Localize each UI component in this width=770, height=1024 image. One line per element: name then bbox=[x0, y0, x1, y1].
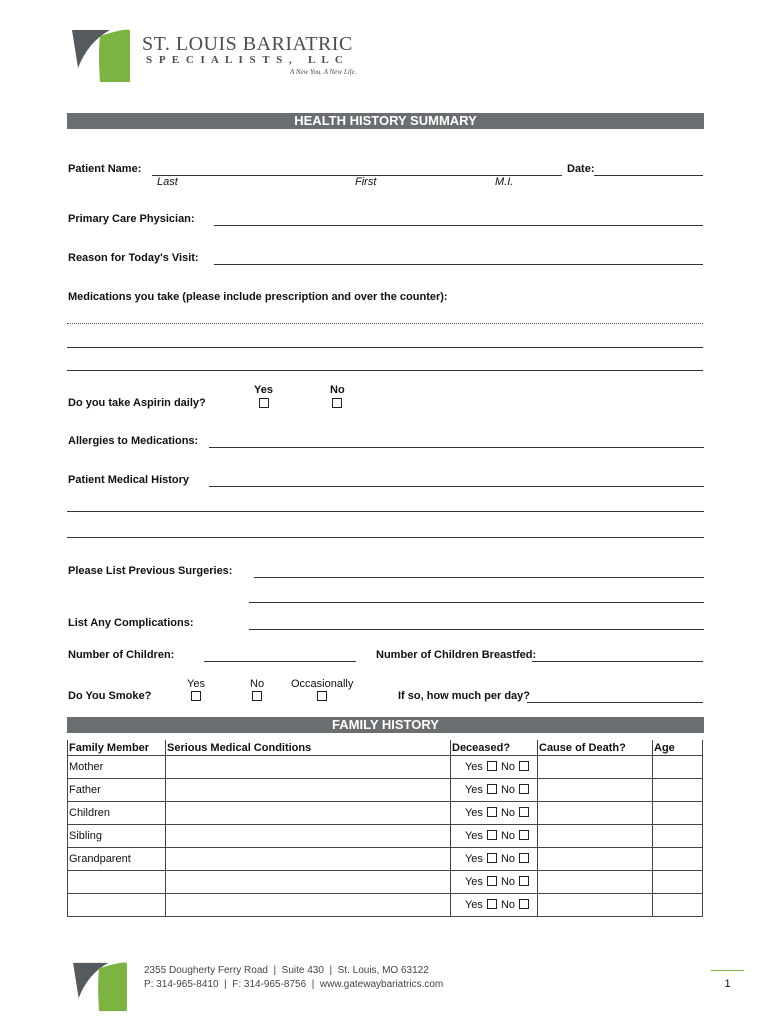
family-history-bar: FAMILY HISTORY bbox=[67, 717, 704, 733]
medical-conditions-cell[interactable] bbox=[166, 871, 451, 894]
medical-history-line-3[interactable] bbox=[67, 537, 704, 538]
footer-logo bbox=[70, 961, 130, 1013]
aspirin-question: Do you take Aspirin daily? bbox=[68, 397, 206, 409]
allergies-field[interactable] bbox=[209, 447, 704, 448]
medical-history-line-1[interactable] bbox=[209, 486, 704, 487]
family-member-cell: Grandparent bbox=[68, 848, 166, 871]
medical-conditions-cell[interactable] bbox=[166, 825, 451, 848]
table-header-row bbox=[68, 740, 703, 756]
column-header: Cause of Death? bbox=[538, 740, 653, 756]
company-name: ST. LOUIS BARIATRIC bbox=[142, 33, 353, 55]
medical-conditions-cell[interactable] bbox=[166, 779, 451, 802]
smoke-question: Do You Smoke? bbox=[68, 690, 152, 702]
deceased-yes-checkbox[interactable] bbox=[487, 807, 497, 817]
deceased-yes-checkbox[interactable] bbox=[487, 853, 497, 863]
table-row bbox=[68, 894, 703, 917]
last-name-caption: Last bbox=[157, 176, 178, 188]
deceased-yes-checkbox[interactable] bbox=[487, 784, 497, 794]
deceased-no-checkbox[interactable] bbox=[519, 853, 529, 863]
family-member-cell: Sibling bbox=[68, 825, 166, 848]
date-label: Date: bbox=[567, 163, 595, 175]
age-cell[interactable] bbox=[653, 894, 703, 917]
pcp-field[interactable] bbox=[214, 225, 703, 226]
surgeries-line-1[interactable] bbox=[254, 577, 704, 578]
cause-of-death-cell[interactable] bbox=[538, 756, 653, 779]
aspirin-no-label: No bbox=[330, 384, 345, 396]
age-cell[interactable] bbox=[653, 802, 703, 825]
complications-label: List Any Complications: bbox=[68, 617, 194, 629]
age-cell[interactable] bbox=[653, 848, 703, 871]
deceased-no-checkbox[interactable] bbox=[519, 784, 529, 794]
deceased-yes-label: Yes bbox=[464, 876, 483, 888]
deceased-no-label: No bbox=[500, 853, 515, 865]
breastfed-field[interactable] bbox=[532, 661, 703, 662]
family-member-cell: Father bbox=[68, 779, 166, 802]
medications-line-2[interactable] bbox=[67, 347, 703, 348]
smoke-amount-label: If so, how much per day? bbox=[398, 690, 531, 702]
footer-contact: P: 314-965-8410 | F: 314-965-8756 | www.gatewaybariatrics.com bbox=[144, 979, 444, 990]
column-header: Serious Medical Conditions bbox=[166, 740, 451, 756]
smoke-occasionally-checkbox[interactable] bbox=[317, 691, 327, 701]
breastfed-label: Number of Children Breastfed: bbox=[376, 649, 537, 661]
deceased-no-checkbox[interactable] bbox=[519, 899, 529, 909]
deceased-yes-label: Yes bbox=[464, 853, 483, 865]
family-member-cell: Mother bbox=[68, 756, 166, 779]
family-member-cell bbox=[68, 871, 166, 894]
table-row bbox=[68, 779, 703, 802]
smoke-no-label: No bbox=[250, 678, 265, 690]
column-header: Age bbox=[653, 740, 703, 756]
deceased-yes-label: Yes bbox=[464, 761, 483, 773]
deceased-no-checkbox[interactable] bbox=[519, 876, 529, 886]
smoke-no-checkbox[interactable] bbox=[252, 691, 262, 701]
company-subtitle: S P E C I A L I S T S , L L C bbox=[146, 54, 345, 66]
aspirin-no-checkbox[interactable] bbox=[332, 398, 342, 408]
cause-of-death-cell[interactable] bbox=[538, 848, 653, 871]
children-label: Number of Children: bbox=[68, 649, 175, 661]
deceased-no-label: No bbox=[500, 876, 515, 888]
deceased-yes-checkbox[interactable] bbox=[487, 899, 497, 909]
deceased-no-label: No bbox=[500, 807, 515, 819]
deceased-yes-checkbox[interactable] bbox=[487, 761, 497, 771]
cause-of-death-cell[interactable] bbox=[538, 825, 653, 848]
aspirin-yes-label: Yes bbox=[254, 384, 273, 396]
deceased-cell bbox=[451, 871, 538, 894]
smoke-yes-checkbox[interactable] bbox=[191, 691, 201, 701]
reason-field[interactable] bbox=[214, 264, 703, 265]
cause-of-death-cell[interactable] bbox=[538, 779, 653, 802]
deceased-cell bbox=[451, 894, 538, 917]
smoke-occasionally-label: Occasionally bbox=[291, 678, 354, 690]
smoke-yes-label: Yes bbox=[187, 678, 205, 690]
medical-conditions-cell[interactable] bbox=[166, 802, 451, 825]
surgeries-line-2[interactable] bbox=[249, 602, 704, 603]
surgeries-label: Please List Previous Surgeries: bbox=[68, 565, 233, 577]
page-number: 1 bbox=[724, 978, 731, 990]
deceased-yes-label: Yes bbox=[464, 784, 483, 796]
cause-of-death-cell[interactable] bbox=[538, 871, 653, 894]
deceased-cell bbox=[451, 825, 538, 848]
pcp-label: Primary Care Physician: bbox=[68, 213, 195, 225]
complications-field[interactable] bbox=[249, 629, 704, 630]
deceased-yes-checkbox[interactable] bbox=[487, 830, 497, 840]
table-row bbox=[68, 871, 703, 894]
column-header: Family Member bbox=[68, 740, 166, 756]
date-field[interactable] bbox=[594, 175, 703, 176]
family-member-cell bbox=[68, 894, 166, 917]
medications-line-1[interactable] bbox=[67, 323, 703, 324]
cause-of-death-cell[interactable] bbox=[538, 894, 653, 917]
deceased-yes-label: Yes bbox=[464, 830, 483, 842]
deceased-cell bbox=[451, 779, 538, 802]
mi-caption: M.I. bbox=[495, 176, 514, 188]
company-logo bbox=[70, 28, 132, 84]
deceased-no-checkbox[interactable] bbox=[519, 807, 529, 817]
deceased-no-label: No bbox=[500, 830, 515, 842]
footer-address: 2355 Dougherty Ferry Road | Suite 430 | St. Louis, MO 63122 bbox=[144, 965, 429, 976]
medications-label: Medications you take (please include prescription and over the counter): bbox=[68, 291, 448, 303]
table-row bbox=[68, 756, 703, 779]
table-row bbox=[68, 825, 703, 848]
medical-history-line-2[interactable] bbox=[67, 511, 704, 512]
medical-conditions-cell[interactable] bbox=[166, 848, 451, 871]
deceased-yes-label: Yes bbox=[464, 807, 483, 819]
age-cell[interactable] bbox=[653, 779, 703, 802]
column-header: Deceased? bbox=[451, 740, 538, 756]
medical-history-label: Patient Medical History bbox=[68, 474, 190, 486]
deceased-yes-label: Yes bbox=[464, 899, 483, 911]
age-cell[interactable] bbox=[653, 756, 703, 779]
age-cell[interactable] bbox=[653, 871, 703, 894]
children-field[interactable] bbox=[204, 661, 356, 662]
deceased-yes-checkbox[interactable] bbox=[487, 876, 497, 886]
section-title-bar: HEALTH HISTORY SUMMARY bbox=[67, 113, 704, 129]
leaf-swoosh-logo-icon bbox=[70, 961, 130, 1013]
deceased-no-label: No bbox=[500, 784, 515, 796]
cause-of-death-cell[interactable] bbox=[538, 802, 653, 825]
medications-line-3[interactable] bbox=[67, 370, 703, 371]
reason-label: Reason for Today's Visit: bbox=[68, 252, 199, 264]
tagline: A New You. A New Life. bbox=[290, 68, 357, 76]
medical-conditions-cell[interactable] bbox=[166, 756, 451, 779]
age-cell[interactable] bbox=[653, 825, 703, 848]
deceased-cell bbox=[451, 756, 538, 779]
allergies-label: Allergies to Medications: bbox=[68, 435, 199, 447]
deceased-cell bbox=[451, 802, 538, 825]
deceased-no-checkbox[interactable] bbox=[519, 830, 529, 840]
table-row bbox=[68, 848, 703, 871]
medical-conditions-cell[interactable] bbox=[166, 894, 451, 917]
smoke-amount-field[interactable] bbox=[527, 702, 703, 703]
family-member-cell: Children bbox=[68, 802, 166, 825]
page-number-rule bbox=[711, 970, 744, 971]
leaf-swoosh-logo-icon bbox=[70, 28, 132, 84]
first-name-caption: First bbox=[355, 176, 377, 188]
deceased-no-checkbox[interactable] bbox=[519, 761, 529, 771]
deceased-cell bbox=[451, 848, 538, 871]
patient-name-label: Patient Name: bbox=[68, 163, 142, 175]
family-history-table bbox=[67, 740, 703, 917]
aspirin-yes-checkbox[interactable] bbox=[259, 398, 269, 408]
table-row bbox=[68, 802, 703, 825]
deceased-no-label: No bbox=[500, 761, 515, 773]
deceased-no-label: No bbox=[500, 899, 515, 911]
